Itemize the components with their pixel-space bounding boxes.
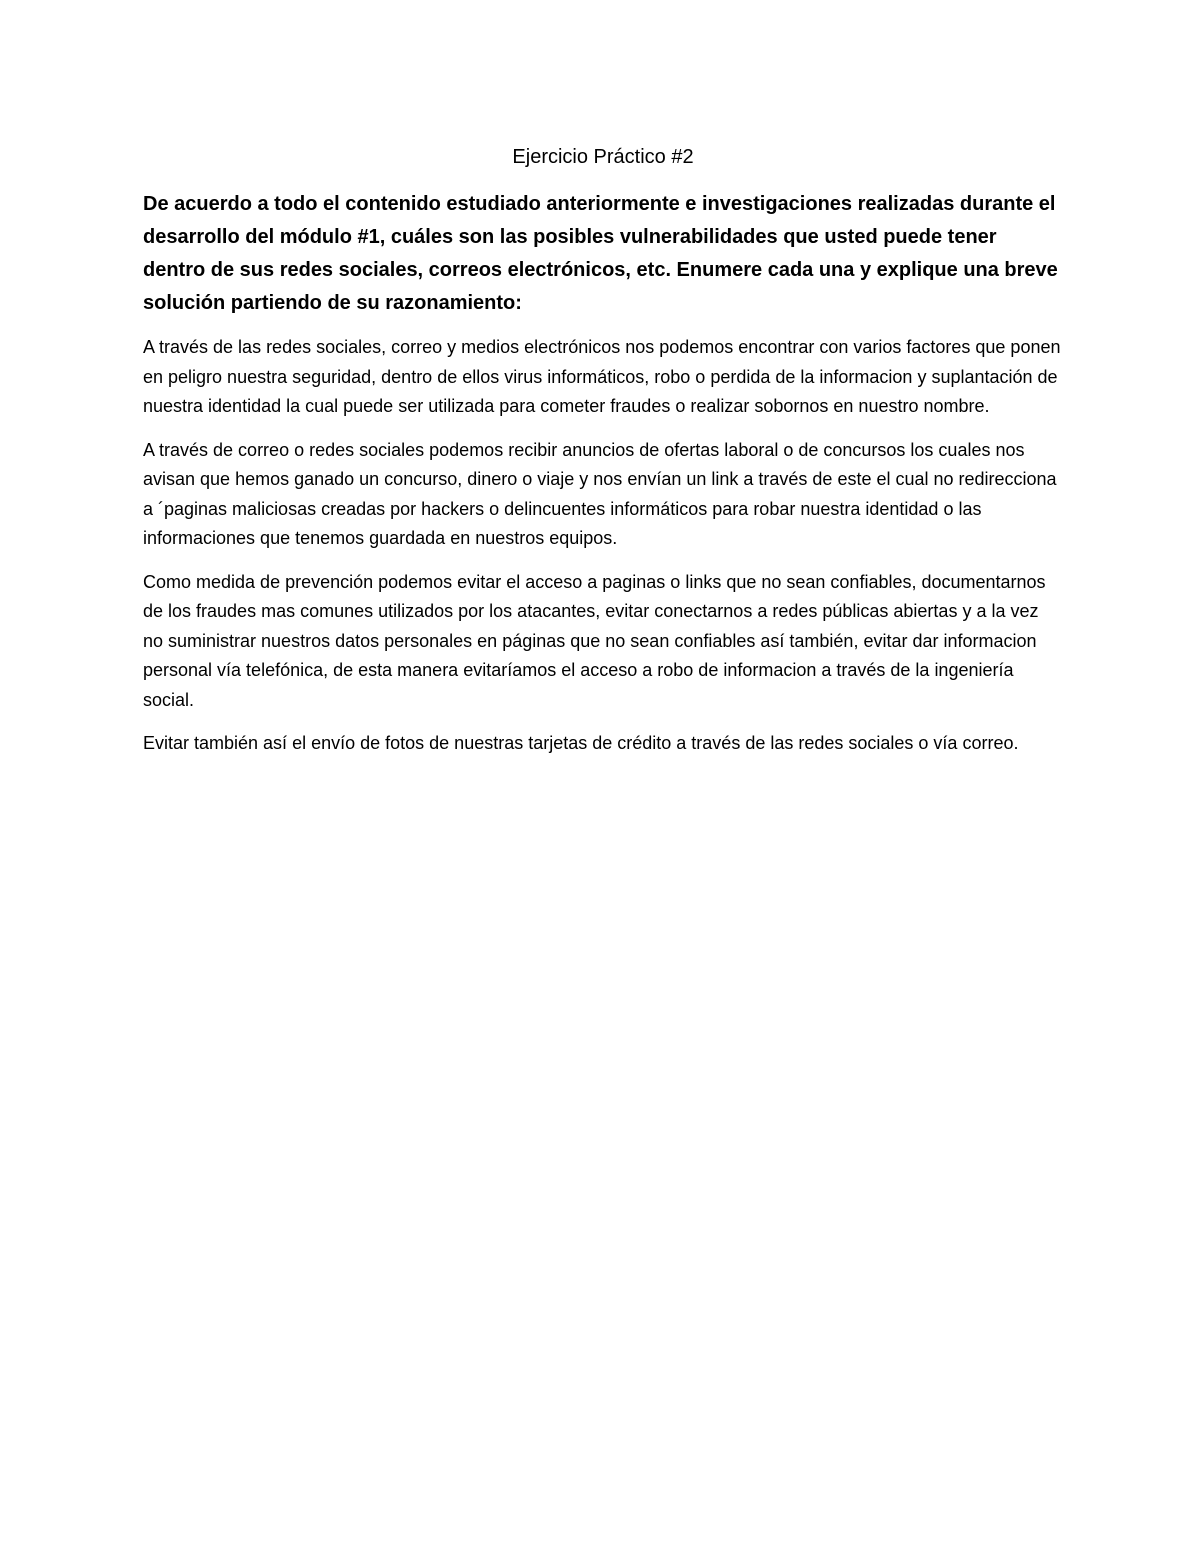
document-body	[143, 143, 1063, 773]
answer-paragraph-2: A través de correo o redes sociales podemos recibir anuncios de ofertas laboral o de concursos los cuales nos avisan que hemos ganado un concurso, dinero o viaje y nos envían un link a través de este el cual no redirecciona a ´paginas maliciosas creadas por hackers o delincuentes informáticos para robar nuestra identidad o las informaciones que tenemos guardada en nuestros equipos.	[143, 439, 1057, 548]
answer-paragraph-1: A través de las redes sociales, correo y medios electrónicos nos podemos encontrar con varios factores que ponen en peligro nuestra seguridad, dentro de ellos virus informáticos, robo o perdida de la informacion y suplantación de nuestra identidad la cual puede ser utilizada para cometer fraudes o realizar sobornos en nuestro nombre.	[143, 337, 1061, 416]
document-title: Ejercicio Práctico #2	[512, 146, 694, 168]
answer-paragraph-3: Como medida de prevención podemos evitar el acceso a paginas o links que no sean confiables, documentarnos de los fraudes mas comunes utilizados por los atacantes, evitar conectarnos a redes públicas abiertas y a la vez no suministrar nuestros datos personales en páginas que no sean confiables así también, evitar dar informacion personal vía telefónica, de esta manera evitaríamos el acceso a robo de informacion a través de la ingeniería social.	[143, 571, 1046, 710]
question-text: De acuerdo a todo el contenido estudiado anteriormente e investigaciones realizadas durante el desarrollo del módulo #1, cuáles son las posibles vulnerabilidades que usted puede tener dentro de sus redes sociales, correos electrónicos, etc. Enumere cada una y explique una breve solución partiendo de su razonamiento:	[143, 193, 1058, 314]
answer-paragraph-4: Evitar también así el envío de fotos de nuestras tarjetas de crédito a través de las redes sociales o vía correo.	[143, 733, 1019, 753]
